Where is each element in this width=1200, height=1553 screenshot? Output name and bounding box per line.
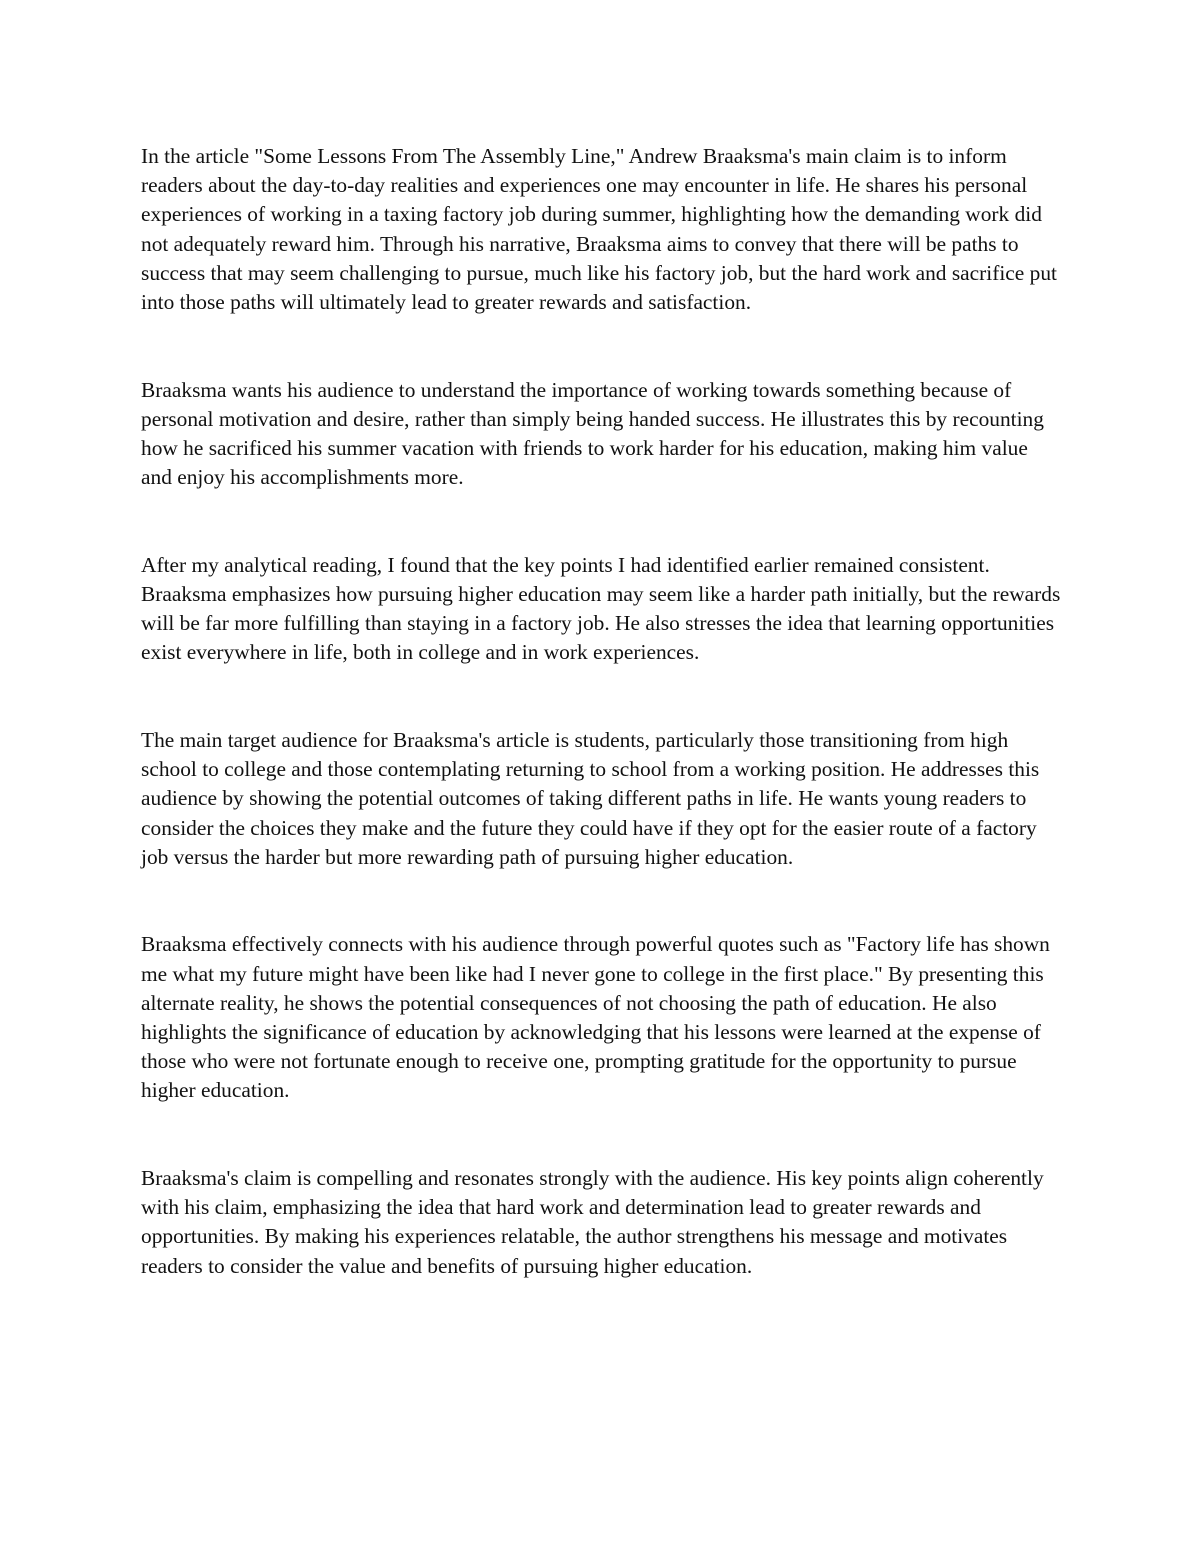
paragraph-audience-understanding: Braaksma wants his audience to understand the importance of working towards something because of personal motivation and desire, rather than simply being handed success. He illustrates this by recounting how he sacrificed his summer vacation with friends to work harder for his education, making him value and enjoy his accomplishments more. (141, 377, 1044, 490)
paragraph-main-claim: In the article "Some Lessons From The Assembly Line," Andrew Braaksma's main claim is to inform readers about the day-to-day realities and experiences one may encounter in life. He shares his personal experiences of working in a taxing factory job during summer, highlighting how the demanding work did not adequately reward him. Through his narrative, Braaksma aims to convey that there will be paths to success that may seem challenging to pursue, much like his factory job, but the hard work and sacrifice put into those paths will ultimately lead to greater rewards and satisfaction. (141, 144, 1057, 315)
paragraph-analytical-reading: After my analytical reading, I found that the key points I had identified earlier remained consistent. Braaksma emphasizes how pursuing higher education may seem like a harder path initially, but the rewards will be far more fulfilling than staying in a factory job. He also stresses the idea that learning opportunities exist everywhere in life, both in college and in work experiences. (141, 552, 1061, 665)
paragraph-evaluation: Braaksma's claim is compelling and resonates strongly with the audience. His key points align coherently with his claim, emphasizing the idea that hard work and determination lead to greater rewards and opportunities. By making his experiences relatable, the author strengthens his message and motivates readers to consider the value and benefits of pursuing higher education. (141, 1166, 1044, 1278)
paragraph-audience-connection: Braaksma effectively connects with his audience through powerful quotes such as "Factory life has shown me what my future might have been like had I never gone to college in the first place." By presenting this alternate reality, he shows the potential consequences of not choosing the path of education. He also highlights the significance of education by acknowledging that his lessons were learned at the expense of those who were not fortunate enough to receive one, prompting gratitude for the opportunity to pursue higher education. (141, 932, 1050, 1103)
paragraph-target-audience: The main target audience for Braaksma's article is students, particularly those transitioning from high school to college and those contemplating returning to school from a working position. He addresses this audience by showing the potential outcomes of taking different paths in life. He wants young readers to consider the choices they make and the future they could have if they opt for the easier route of a factory job versus the harder but more rewarding path of pursuing higher education. (141, 728, 1040, 869)
document-body (141, 142, 1061, 1281)
